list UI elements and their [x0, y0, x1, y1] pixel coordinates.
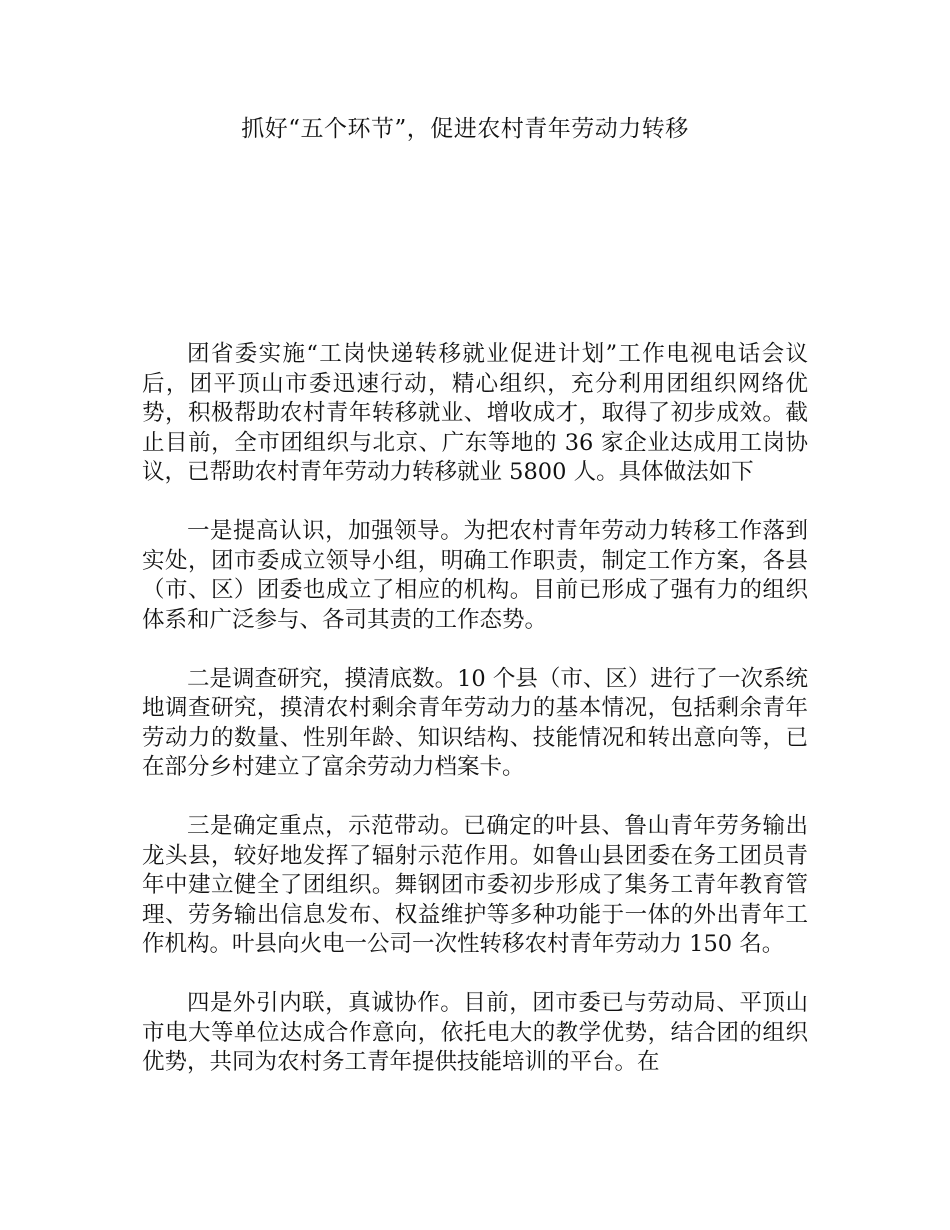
paragraph-point-4: 四是外引内联，真诚协作。目前，团市委已与劳动局、平顶山市电大等单位达成合作意向，依托电大的教学优势，结合团的组织优势，共同为农村务工青年提供技能培训的平台。在 [142, 990, 808, 1075]
paragraph-intro: 团省委实施“工岗快递转移就业促进计划”工作电视电话会议后，团平顶山市委迅速行动，精心组织，充分利用团组织网络优势，积极帮助农村青年转移就业、增收成才，取得了初步成效。截止目前，全市团组织与北京、广东等地的 36 家企业达成用工岗协议，已帮助农村青年劳动力转移就业 5800 人。具体做法如下 [142, 341, 808, 485]
paragraph-point-1: 一是提高认识，加强领导。为把农村青年劳动力转移工作落到实处，团市委成立领导小组，明确工作职责，制定工作方案，各县（市、区）团委也成立了相应的机构。目前已形成了强有力的组织体系和广泛参与、各司其责的工作态势。 [142, 518, 808, 633]
document-title: 抓好“五个环节”，促进农村青年劳动力转移 [241, 116, 689, 142]
paragraph-point-3: 三是确定重点，示范带动。已确定的叶县、鲁山青年劳务输出龙头县，较好地发挥了辐射示范作用。如鲁山县团委在务工团员青年中建立健全了团组织。舞钢团市委初步形成了集务工青年教育管理、劳务输出信息发布、权益维护等多种功能于一体的外出青年工作机构。叶县向火电一公司一次性转移农村青年劳动力 150 名。 [142, 813, 808, 957]
paragraph-point-2: 二是调查研究，摸清底数。10 个县（市、区）进行了一次系统地调查研究，摸清农村剩余青年劳动力的基本情况，包括剩余青年劳动力的数量、性别年龄、知识结构、技能情况和转出意向等，已在部分乡村建立了富余劳动力档案卡。 [142, 665, 808, 780]
document-body [142, 340, 808, 1078]
